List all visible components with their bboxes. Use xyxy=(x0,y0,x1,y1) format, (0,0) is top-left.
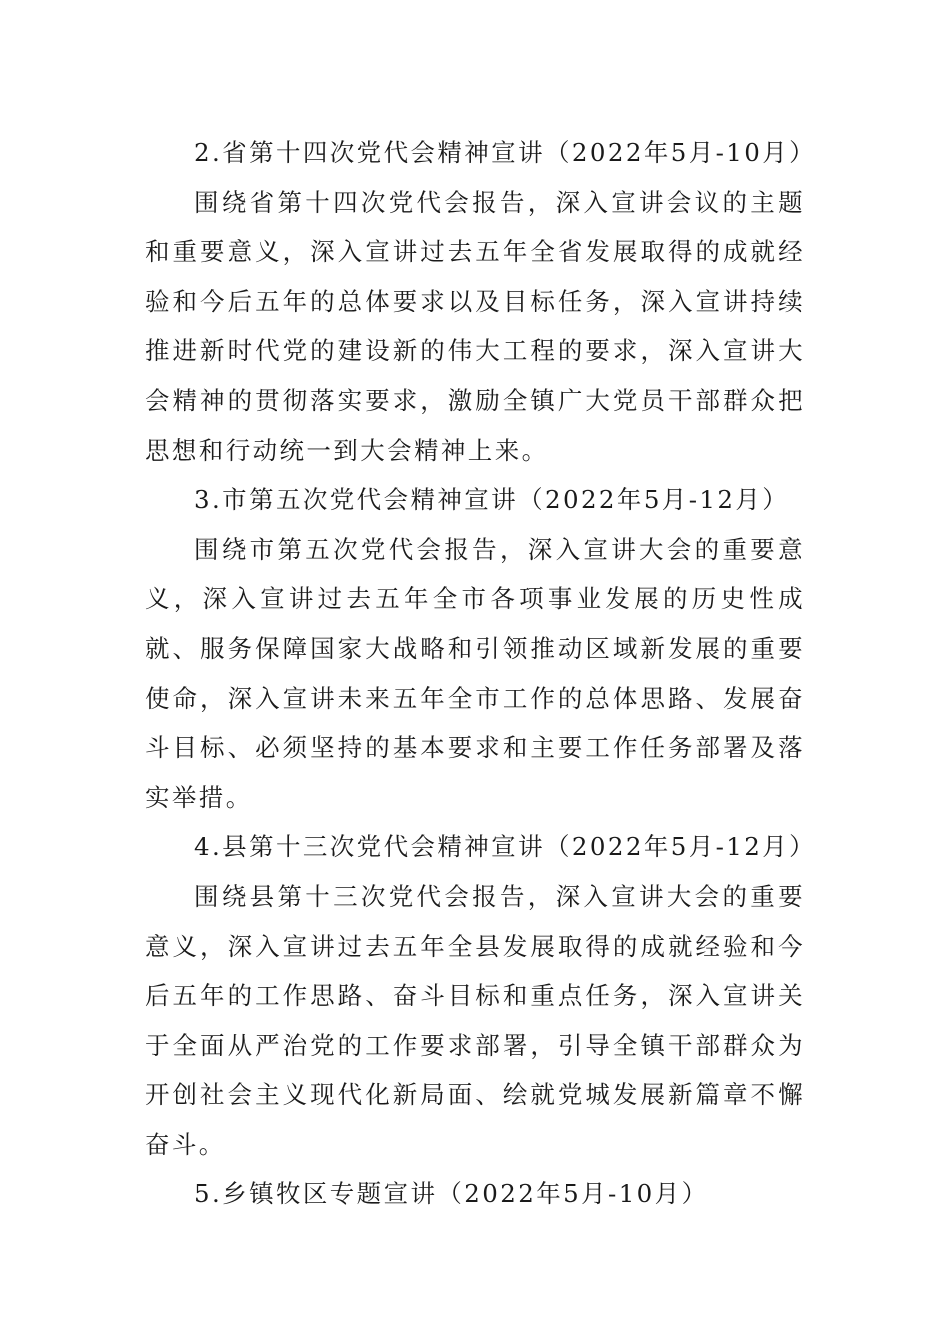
section-paragraph-4: 围绕县第十三次党代会报告，深入宣讲大会的重要意义，深入宣讲过去五年全县发展取得的成就经验和今后五年的工作思路、奋斗目标和重点任务，深入宣讲关于全面从严治党的工作要求部署，引导全镇干部群众为开创社会主义现代化新局面、绘就党城发展新篇章不懈奋斗。 xyxy=(145,881,805,1159)
section-heading-4: 4.县第十三次党代会精神宣讲（2022年5月-12月） xyxy=(194,832,817,862)
section-paragraph-3: 围绕市第五次党代会报告，深入宣讲大会的重要意义，深入宣讲过去五年全市各项事业发展的历史性成就、服务保障国家大战略和引领推动区域新发展的重要使命，深入宣讲未来五年全市工作的总体思路、发展奋斗目标、必须坚持的基本要求和主要工作任务部署及落实举措。 xyxy=(145,534,805,812)
section-heading-5: 5.乡镇牧区专题宣讲（2022年5月-10月） xyxy=(194,1179,709,1209)
section-heading-3: 3.市第五次党代会精神宣讲（2022年5月-12月） xyxy=(194,485,790,515)
section-paragraph-2: 围绕省第十四次党代会报告，深入宣讲会议的主题和重要意义，深入宣讲过去五年全省发展取得的成就经验和今后五年的总体要求以及目标任务，深入宣讲持续推进新时代党的建设新的伟大工程的要求，深入宣讲大会精神的贯彻落实要求，激励全镇广大党员干部群众把思想和行动统一到大会精神上来。 xyxy=(145,187,805,465)
section-heading-2: 2.省第十四次党代会精神宣讲（2022年5月-10月） xyxy=(194,138,817,167)
document-body xyxy=(145,128,817,1219)
